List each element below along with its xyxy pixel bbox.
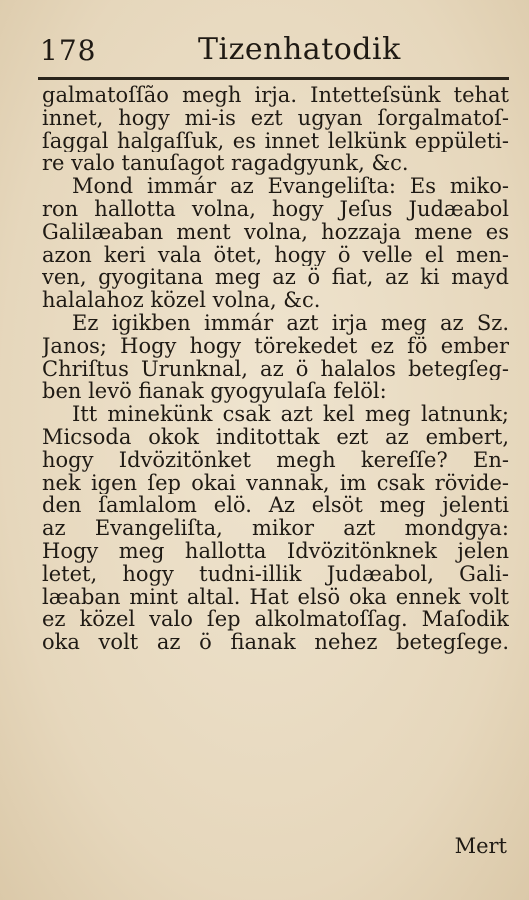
text-line: ſaggal halgaſſuk, es innet lelkünk eppületi- [42,129,509,153]
text-line: Ez igikben immár azt irja meg az Sz. [72,311,509,335]
text-line: ron hallotta volna, hogy Jeſus Judæabol [42,197,509,221]
page-number: 178 [40,34,97,67]
running-head: Tizenhatodik [198,32,401,67]
text-line: galmatoſſão megh irja. Intetteſsünk tehat [42,84,509,107]
paragraph-3 [42,312,509,403]
text-line: Itt minekünk csak azt kel meg latnunk; [72,403,509,426]
text-line: ben levö fianak gyogyulaſa felöl: [42,380,387,404]
text-line: ez közel valo ſep alkolmatoſſag. Maſodik [42,608,509,632]
text-line: oka volt az ö fianak nehez betegſege. [42,631,509,654]
text-line: Janos; Hogy hogy törekedet ez fö ember [42,334,509,358]
text-line: Chriſtus Urunknal, az ö halalos betegſeg- [42,357,509,381]
text-line: letet, hogy tudni-illik Judæabol, Gali- [42,562,509,586]
text-line: azon keri vala ötet, hogy ö velle el men- [42,243,509,267]
text-line: Galilæaban ment volna, hozzaja mene es [42,220,509,244]
paragraph-1 [42,84,509,175]
text-line: nek igen ſep okai vannak, im csak rövide- [42,471,509,495]
text-line: hogy Idvözitönket megh kereſſe? En- [42,448,509,472]
catchword: Mert [454,834,507,858]
text-line: halalahoz közel volna, &c. [42,289,321,312]
text-line: Micsoda okok inditottak ezt az embert, [42,425,509,449]
paragraph-4 [42,403,509,654]
page-body [42,84,509,654]
paragraph-2 [42,175,509,312]
text-line: læaban mint altal. Hat elsö oka ennek volt [42,585,509,609]
text-line: innet, hogy mi-is ezt ugyan ſorgalmatoſ- [42,106,509,130]
text-line: re valo tanuſagot ragadgyunk, &c. [42,152,409,176]
text-line: Hogy meg hallotta Idvözitönknek jelen [42,539,509,563]
text-line: Mond immár az Evangeliſta: Es miko- [72,175,509,198]
text-line: az Evangeliſta, mikor azt mondgya: [42,517,509,540]
text-line: den ſamlalom elö. Az elsöt meg jelenti [42,494,509,518]
header-rule [38,77,509,80]
page-header [40,30,511,76]
text-line: ven, gyogitana meg az ö fiat, az ki mayd [42,266,509,290]
